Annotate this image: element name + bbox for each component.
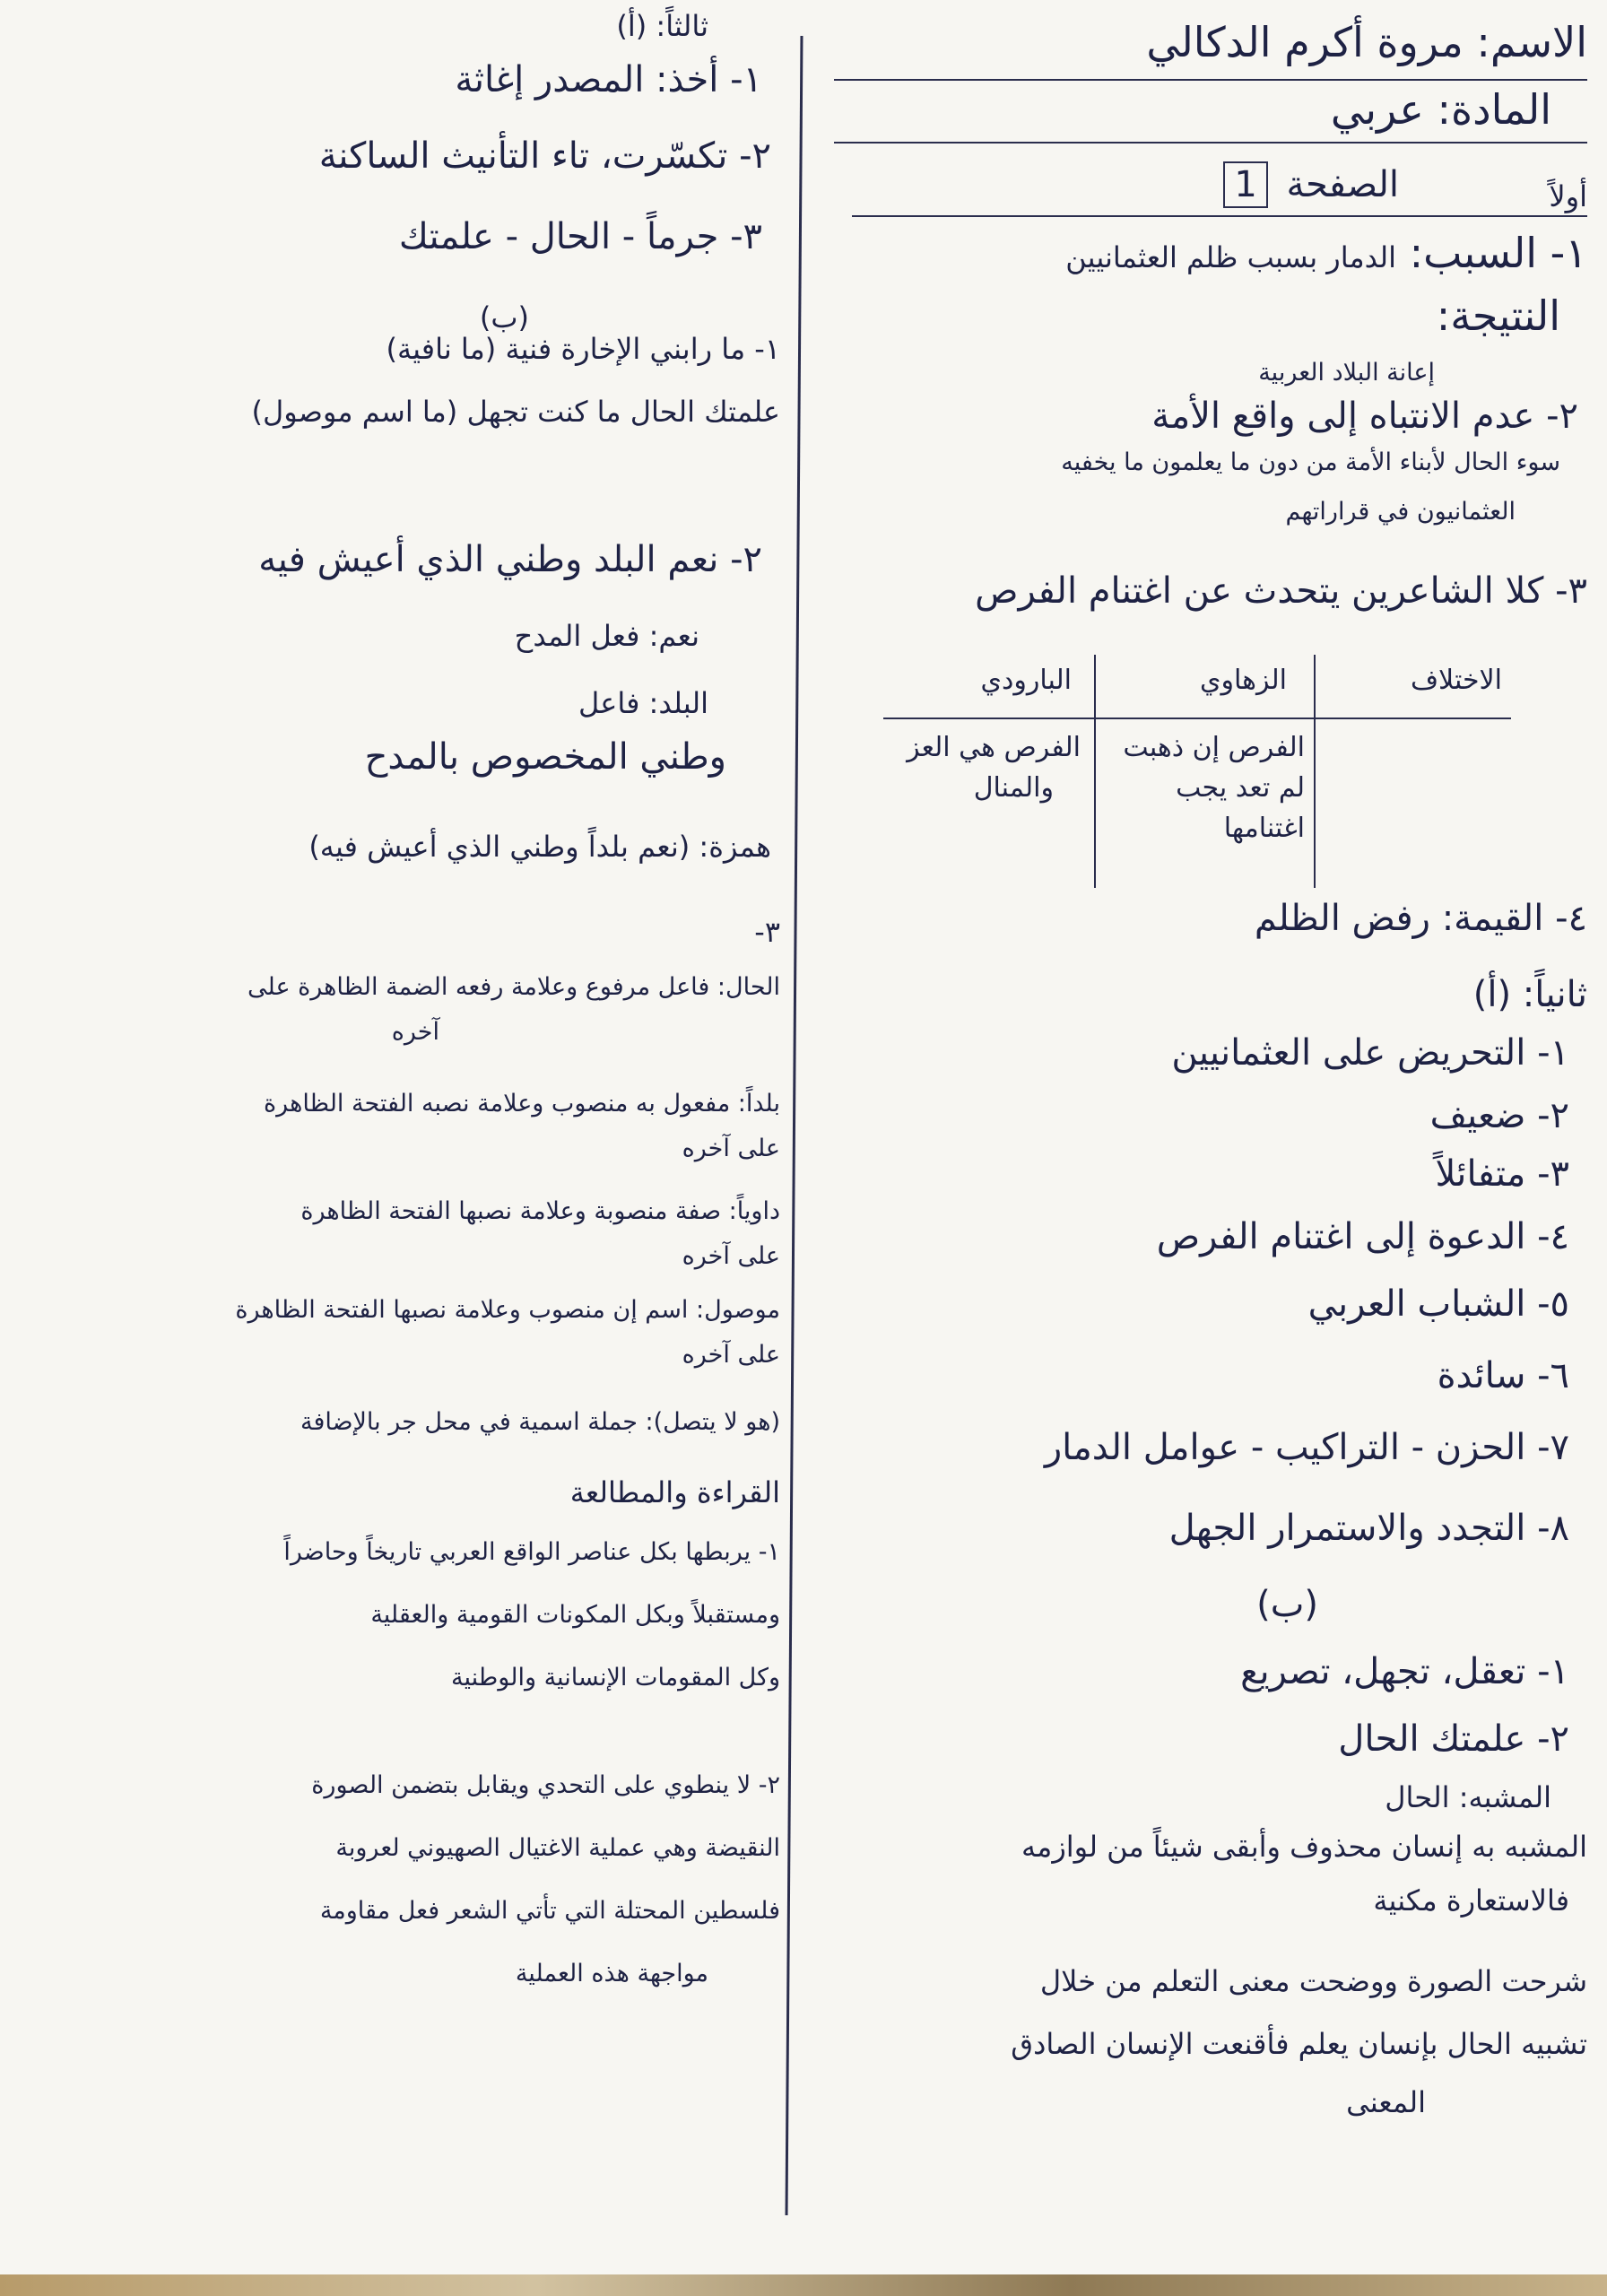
q1-result-label: النتيجة: bbox=[1436, 291, 1560, 340]
page-label: الصفحة bbox=[1286, 164, 1399, 205]
s2b-sharh-2: تشبيه الحال بإنسان يعلم فأقنعت الإنسان الصادق bbox=[1011, 2027, 1587, 2061]
column-divider bbox=[786, 36, 804, 2215]
s2-item-7: ٧- الحزن - التراكيب - عوامل الدمار bbox=[1044, 1427, 1569, 1468]
subject-underline bbox=[834, 142, 1587, 144]
s2b-label: (ب) bbox=[1256, 1584, 1318, 1625]
page-underline bbox=[852, 215, 1587, 217]
table-col-rule-2 bbox=[1094, 655, 1096, 888]
name-underline bbox=[834, 79, 1587, 81]
b1-line1: ١- ما رابني الإخارة فنية (ما نافية) bbox=[386, 332, 780, 366]
comparison-table bbox=[883, 655, 1511, 888]
b2-nia: نعم: فعل المدح bbox=[514, 619, 699, 653]
b3-mawsul-1: موصول: اسم إن منصوب وعلامة نصبها الفتحة الظاهرة bbox=[235, 1296, 780, 1324]
reading-1-line3: وكل المقومات الإنسانية والوطنية bbox=[451, 1664, 780, 1692]
table-barudi-1: الفرص هي العز bbox=[907, 732, 1081, 763]
q2-line2: سوء الحال لأبناء الأمة من دون ما يعلمون ما يخفيه bbox=[1061, 448, 1560, 476]
s2b-item-2: ٢- علمتك الحال bbox=[1338, 1718, 1569, 1760]
b3-hal-1: الحال: فاعل مرفوع وعلامة رفعه الضمة الظاهرة على bbox=[248, 973, 780, 1001]
q1-result-text: إعانة البلاد العربية bbox=[1258, 359, 1435, 387]
q1-cause-label: ١- السبب: bbox=[1409, 229, 1587, 277]
reading-1-line2: ومستقبلاً وبكل المكونات القومية والعقلية bbox=[370, 1601, 780, 1629]
subject-line: المادة: عربي bbox=[1330, 85, 1551, 134]
s2-item-4: ٤- الدعوة إلى اغتنام الفرص bbox=[1156, 1216, 1569, 1257]
q1-result bbox=[1437, 291, 1560, 341]
reading-2-line4: مواجهة هذه العملية bbox=[515, 1960, 708, 1987]
reading-title: القراءة والمطالعة bbox=[569, 1475, 780, 1509]
b2-hamza: همزة: (نعم بلداً وطني الذي أعيش فيه) bbox=[308, 830, 771, 864]
table-col-rule-1 bbox=[1314, 655, 1316, 888]
section-two-title: ثانياً: (أ) bbox=[1472, 974, 1587, 1015]
s2b-istiara: فالاستعارة مكنية bbox=[1373, 1883, 1569, 1918]
table-zahawi-2: لم تعد يجب bbox=[1176, 772, 1305, 804]
b2-balad: البلد: فاعل bbox=[578, 686, 708, 720]
page-indicator bbox=[1223, 161, 1399, 208]
a1: ١- أخذ: المصدر إغاثة bbox=[455, 59, 762, 100]
b3-mawsul-2: على آخره bbox=[682, 1341, 780, 1369]
s2-item-6: ٦- سائدة bbox=[1437, 1355, 1569, 1396]
s2-item-3: ٣- متفائلاً bbox=[1435, 1153, 1569, 1195]
s2-item-2: ٢- ضعيف bbox=[1429, 1095, 1569, 1136]
table-header-ikhtilaf: الاختلاف bbox=[1410, 665, 1502, 696]
table-header-barudi: البارودي bbox=[980, 665, 1072, 696]
b1-line2: علمتك الحال ما كنت تجهل (ما اسم موصول) bbox=[251, 395, 780, 429]
q3-title: ٣- كلا الشاعرين يتحدث عن اغتنام الفرص bbox=[975, 570, 1587, 612]
q2-line1: ٢- عدم الانتباه إلى واقع الأمة bbox=[1151, 396, 1578, 437]
reading-1-line1: ١- يربطها بكل عناصر الواقع العربي تاريخاً وحاضراً bbox=[283, 1538, 780, 1566]
s2b-mushabbah: المشبه: الحال bbox=[1385, 1780, 1551, 1814]
b3-dawi-1: داوياً: صفة منصوبة وعلامة نصبها الفتحة الظاهرة bbox=[300, 1197, 780, 1225]
a3: ٣- جرماً - الحال - علمتك bbox=[398, 216, 762, 257]
table-zahawi-1: الفرص إن ذهبت bbox=[1123, 732, 1305, 763]
q1-cause-text: الدمار بسبب ظلم العثمانيين bbox=[1065, 240, 1397, 274]
page-number: 1 bbox=[1223, 161, 1267, 208]
reading-2-line1: ٢- لا ينطوي على التحدي ويقابل بتضمن الصورة bbox=[311, 1771, 780, 1799]
b3-dawi-2: على آخره bbox=[682, 1242, 780, 1270]
table-header-zahawi: الزهاوي bbox=[1200, 665, 1287, 696]
table-header-rule bbox=[883, 718, 1511, 719]
section-one-title: أولاً bbox=[1549, 179, 1587, 213]
s2-item-5: ٥- الشباب العربي bbox=[1307, 1283, 1569, 1325]
b3-label: ٣- bbox=[754, 915, 780, 949]
b2: ٢- نعم البلد وطني الذي أعيش فيه bbox=[258, 539, 762, 580]
q2-line3: العثمانيون في قراراتهم bbox=[1285, 498, 1516, 526]
reading-2-line3: فلسطين المحتلة التي تأتي الشعر فعل مقاومة bbox=[319, 1897, 780, 1925]
table-zahawi-3: اغتنامها bbox=[1223, 813, 1305, 844]
a2: ٢- تكسّرت، تاء التأنيث الساكنة bbox=[318, 135, 771, 177]
b-label: (ب) bbox=[479, 300, 529, 335]
b3-hal-2: آخره bbox=[391, 1018, 439, 1046]
s2b-sharh-1: شرحت الصورة ووضحت معنى التعلم من خلال bbox=[1039, 1964, 1587, 1998]
table-barudi-2: والمنال bbox=[973, 772, 1054, 804]
student-name: الاسم: مروة أكرم الدكالي bbox=[1146, 18, 1587, 66]
s2b-sharh-3: المعنى bbox=[1346, 2085, 1426, 2119]
table-surface-edge bbox=[0, 2274, 1607, 2296]
s2b-item-1: ١- تعقل، تجهل، تصريع bbox=[1240, 1651, 1569, 1692]
b3-balad-1: بلداً: مفعول به منصوب وعلامة نصبه الفتحة الظاهرة bbox=[264, 1090, 780, 1118]
s2-item-1: ١- التحريض على العثمانيين bbox=[1171, 1032, 1569, 1074]
b2-watani: وطني المخصوص بالمدح bbox=[364, 736, 726, 778]
b3-jumla: (هو لا يتصل): جملة اسمية في محل جر بالإضافة bbox=[300, 1408, 780, 1436]
reading-2-line2: النقيضة وهي عملية الاغتيال الصهيوني لعروبة bbox=[335, 1834, 780, 1862]
s2b-mushabbah-bih: المشبه به إنسان محذوف وأبقى شيئاً من لوازمه bbox=[1021, 1830, 1587, 1864]
b3-balad-2: على آخره bbox=[682, 1135, 780, 1162]
section-three-title: ثالثاً: (أ) bbox=[616, 9, 708, 43]
q4: ٤- القيمة: رفض الظلم bbox=[1254, 898, 1587, 939]
q1-cause bbox=[1065, 229, 1587, 278]
s2-item-8: ٨- التجدد والاستمرار الجهل bbox=[1168, 1508, 1569, 1549]
